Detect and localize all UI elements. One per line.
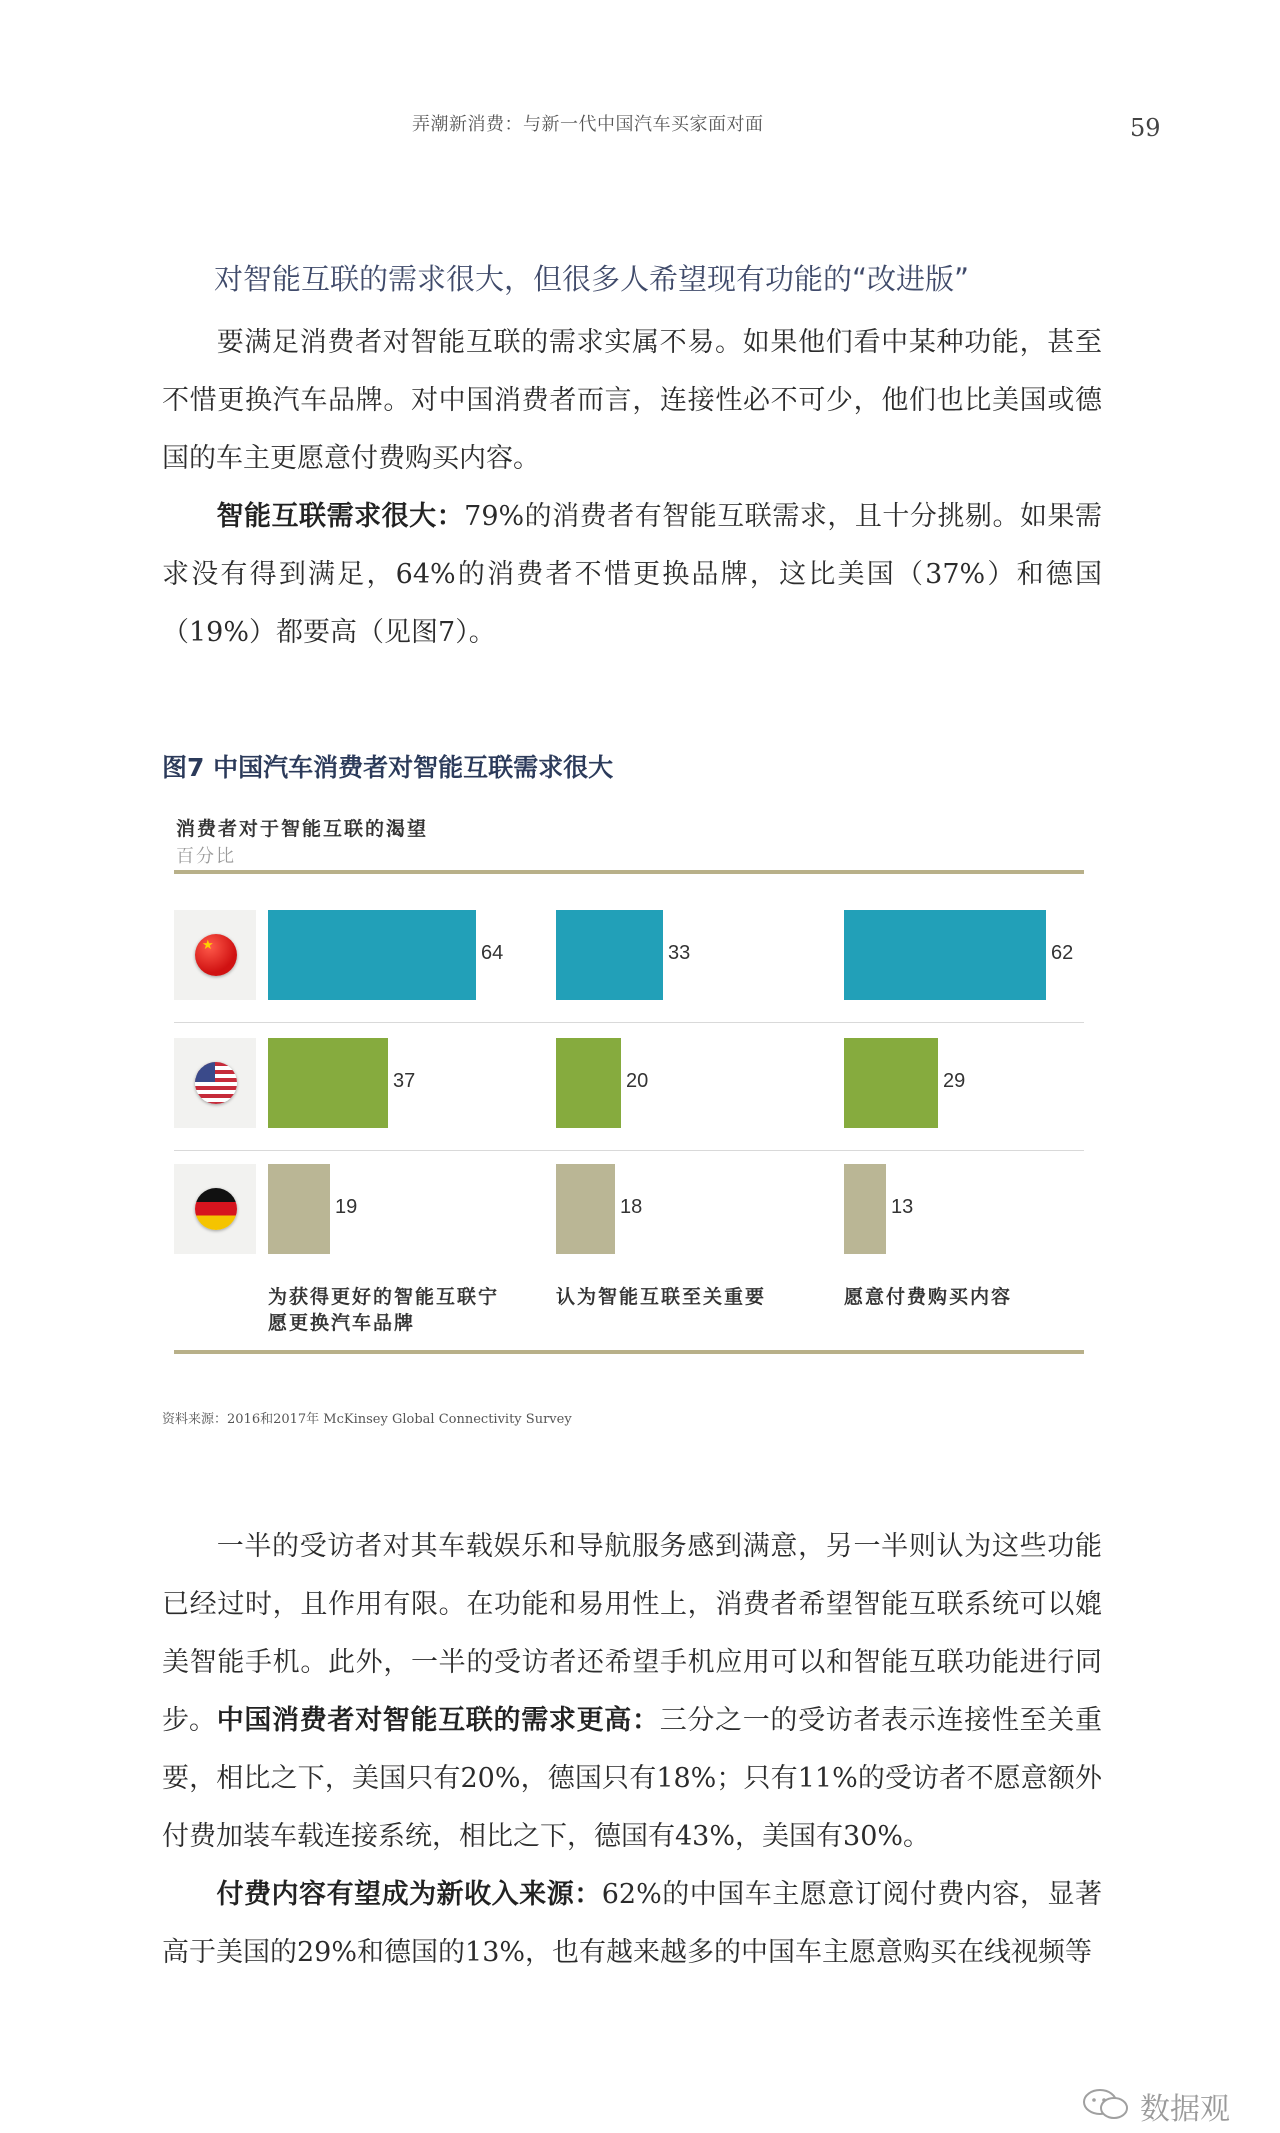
chart-bar	[268, 910, 476, 1000]
chart-top-rule	[174, 870, 1084, 874]
bar-value-label: 37	[393, 1070, 416, 1092]
category-label: 愿意付费购买内容	[844, 1286, 1013, 1308]
flag-box	[174, 910, 256, 1000]
chart-bar	[844, 1038, 938, 1128]
figure-title: 图7 中国汽车消费者对智能互联需求很大	[162, 753, 614, 782]
wechat-icon	[1080, 2086, 1132, 2122]
category-label: 为获得更好的智能互联宁愿更换汽车品牌	[268, 1286, 500, 1334]
chart-bar	[844, 910, 1046, 1000]
chart-bar	[556, 1038, 621, 1128]
row-separator	[174, 1022, 1084, 1023]
category-label: 认为智能互联至关重要	[556, 1286, 767, 1308]
bar-value-label: 64	[481, 942, 504, 964]
paragraph-2-text: 79%的消费者有智能互联需求，且十分挑剔。如果需求没有得到满足，64%的消费者不惜更换品牌，这比美国（37%）和德国（19%）都要高（见图7）。	[162, 501, 1102, 648]
paragraph-5-lead: 付费内容有望成为新收入来源：	[216, 1879, 602, 1910]
paragraph-2-lead: 智能互联需求很大：	[216, 501, 465, 532]
paragraph-5-text: 62%的中国车主愿意订阅付费内容，显著高于美国的29%和德国的13%，也有越来越多的中国车主愿意购买在线视频等	[162, 1879, 1102, 1968]
paragraph-4-lead: 中国消费者对智能互联的需求更高：	[216, 1705, 660, 1736]
germany-flag-icon	[195, 1188, 237, 1230]
row-separator	[174, 1150, 1084, 1151]
bar-value-label: 62	[1051, 942, 1074, 964]
paragraph-3-text: 一半的受访者对其车载娱乐和导航服务感到满意，另一半则认为这些功能已经过时，且作用有限。在功能和易用性上，消费者希望智能互联系统可以媲美智能手机。此外，一半的受访者还希望手机应用可以和智能互联功能进行同步。	[162, 1531, 1102, 1736]
chart-bar	[844, 1164, 886, 1254]
bar-value-label: 18	[620, 1196, 643, 1218]
page-number: 59	[1130, 114, 1161, 142]
chart-bar	[556, 910, 663, 1000]
paragraph-1	[162, 314, 1102, 488]
chart-subtitle: 消费者对于智能互联的渴望	[176, 818, 429, 840]
chart-bar	[556, 1164, 615, 1254]
flag-box	[174, 1038, 256, 1128]
section-title: 对智能互联的需求很大，但很多人希望现有功能的“改进版”	[214, 262, 970, 296]
paragraph-2	[162, 488, 1102, 662]
china-flag-icon	[195, 934, 237, 976]
chart-bar	[268, 1164, 330, 1254]
bar-value-label: 29	[943, 1070, 966, 1092]
bar-value-label: 33	[668, 942, 691, 964]
chart-bottom-rule	[174, 1350, 1084, 1354]
paragraph-5	[162, 1866, 1102, 1982]
running-head: 弄潮新消费：与新一代中国汽车买家面对面	[412, 114, 764, 135]
flag-box	[174, 1164, 256, 1254]
paragraph-4	[162, 1692, 1102, 1866]
watermark-label: 数据观	[1140, 2092, 1230, 2127]
figure-source: 资料来源：2016和2017年 McKinsey Global Connectivity Survey	[162, 1412, 572, 1427]
usa-flag-icon	[195, 1062, 237, 1104]
bar-value-label: 20	[626, 1070, 649, 1092]
bar-value-label: 13	[891, 1196, 914, 1218]
paragraph-4-text: 三分之一的受访者表示连接性至关重要，相比之下，美国只有20%，德国只有18%；只有11%的受访者不愿意额外付费加装车载连接系统，相比之下，德国有43%，美国有30%。	[162, 1705, 1102, 1852]
chart-bar	[268, 1038, 388, 1128]
chart-unit: 百分比	[176, 846, 236, 867]
paragraph-1-text: 要满足消费者对智能互联的需求实属不易。如果他们看中某种功能，甚至不惜更换汽车品牌。对中国消费者而言，连接性必不可少，他们也比美国或德国的车主更愿意付费购买内容。	[162, 327, 1102, 474]
bar-value-label: 19	[335, 1196, 358, 1218]
